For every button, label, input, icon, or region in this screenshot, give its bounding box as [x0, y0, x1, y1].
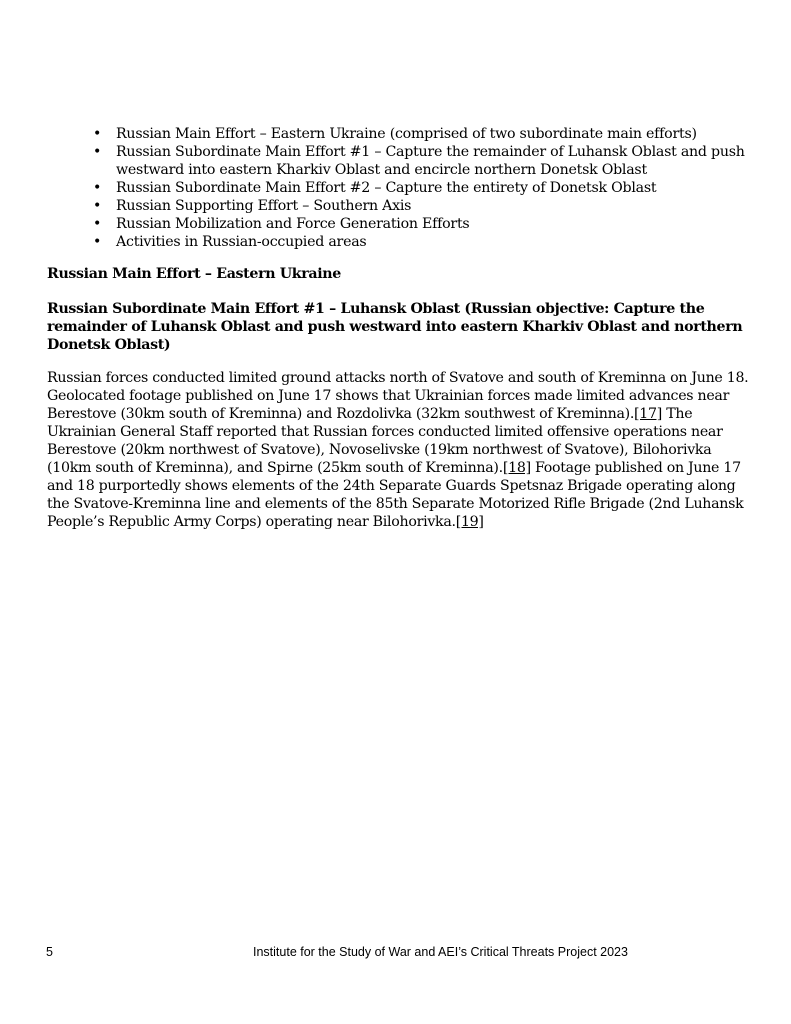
paragraph-text-1: Russian forces conducted limited ground attacks north of Svatove and south of Kreminna on June 18. Geolocated footage published on June 17 shows that Ukrainian forces made limited advances near Berestove (30km south of Kreminna) and Rozdolivka (32km southwest of Kreminna). [47, 370, 749, 422]
list-item [92, 143, 752, 179]
citation-link-17[interactable]: [17] [634, 406, 662, 422]
paragraph-text-2: The Ukrainian General Staff reported that Russian forces conducted limited offensive operations near Berestove (20km northwest of Svatove), Novoselivske (19km northwest of Svatove), Bilohorivka (10km south of Kreminna), and Spirne (25km south of Kreminna). [47, 406, 723, 476]
section-heading-luhansk: Russian Subordinate Main Effort #1 – Luhansk Oblast (Russian objective: Capture the remainder of Luhansk Oblast and push westward into eastern Kharkiv Oblast and northern Donetsk Oblast) [47, 301, 743, 353]
list-item-text: Russian Main Effort – Eastern Ukraine (comprised of two subordinate main efforts) [116, 126, 697, 142]
list-item-text: Russian Subordinate Main Effort #2 – Capture the entirety of Donetsk Oblast [116, 180, 657, 196]
list-item-text: Russian Supporting Effort – Southern Axis [116, 198, 412, 214]
luhansk-paragraph [47, 369, 749, 531]
bullet-icon: • [92, 180, 102, 196]
list-item [92, 125, 752, 143]
list-item [92, 179, 752, 197]
topic-bullet-list [92, 125, 752, 251]
list-item [92, 233, 752, 251]
footer-credit: Institute for the Study of War and AEI’s Critical Threats Project 2023 [253, 945, 628, 959]
page-number: 5 [46, 945, 53, 959]
citation-link-19[interactable]: [19] [455, 514, 484, 530]
citation-link-18[interactable]: [18] [502, 460, 531, 476]
section-heading-main-effort: Russian Main Effort – Eastern Ukraine [47, 266, 341, 282]
bullet-icon: • [92, 216, 102, 232]
paragraph-text-3: Footage published on June 17 and 18 purportedly shows elements of the 24th Separate Guards Spetsnaz Brigade operating along the Svatove-Kreminna line and elements of the 85th Separate Motorized Rifle Brigade (2nd Luhansk People’s Republic Army Corps) operating near Bilohorivka. [47, 460, 744, 530]
bullet-icon: • [92, 198, 102, 214]
bullet-icon: • [92, 144, 102, 160]
list-item-text: Russian Subordinate Main Effort #1 – Capture the remainder of Luhansk Oblast and push westward into eastern Kharkiv Oblast and encircle northern Donetsk Oblast [116, 144, 745, 178]
list-item [92, 215, 752, 233]
bullet-icon: • [92, 126, 102, 142]
list-item [92, 197, 752, 215]
bullet-icon: • [92, 234, 102, 250]
list-item-text: Russian Mobilization and Force Generation Efforts [116, 216, 470, 232]
list-item-text: Activities in Russian-occupied areas [116, 234, 367, 250]
